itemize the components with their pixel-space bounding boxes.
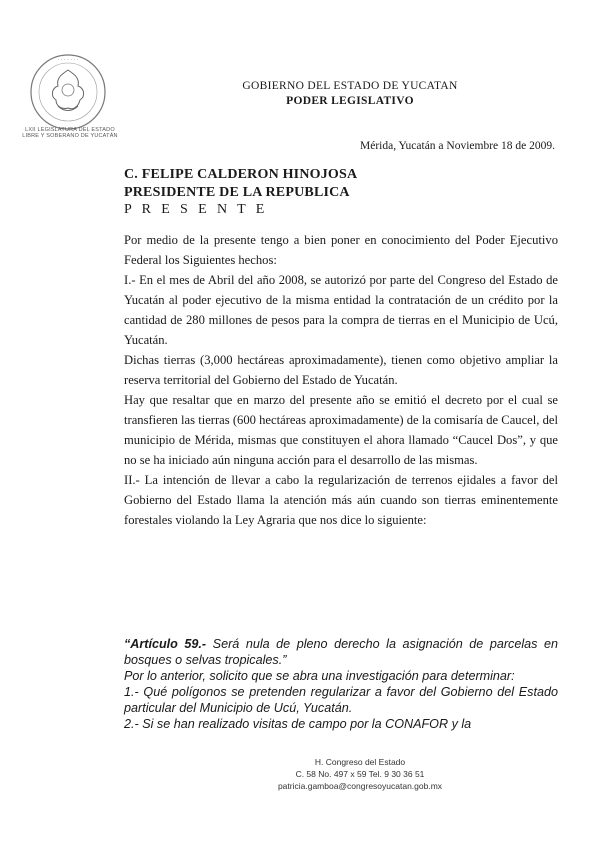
article-quote-section — [124, 636, 558, 732]
body-paragraph: II.- La intención de llevar a cabo la regularización de terrenos ejidales a favor del Gobierno del Estado llama la atención más aún cuando son tierras eminentemente forestales violando la Ley Agraria que nos dice lo siguiente: — [124, 473, 558, 527]
seal-caption: LXII LEGISLATURA DEL ESTADO LIBRE Y SOBERANO DE YUCATÁN — [22, 127, 118, 139]
body-paragraph: Por medio de la presente tengo a bien poner en conocimiento del Poder Ejecutivo Federal los Siguientes hechos: — [124, 233, 558, 267]
request-paragraph: Por lo anterior, solicito que se abra una investigación para determinar: — [124, 669, 515, 683]
letter-date: Mérida, Yucatán a Noviembre 18 de 2009. — [359, 140, 555, 152]
letterhead-branch: PODER LEGISLATIVO — [286, 95, 414, 107]
addressee-name: C. FELIPE CALDERON HINOJOSA — [124, 167, 358, 182]
article-quote — [124, 636, 558, 668]
coat-of-arms-seal — [28, 52, 108, 132]
article-label: “Artículo 59.- — [124, 637, 207, 651]
body-paragraph: Hay que resaltar que en marzo del presente año se emitió el decreto por el cual se transfieren las tierras (600 hectáreas aproximadamente) de la comisaría de Caucel, del municipio de Mérida, mismas que constituyen el ahora llamado “Caucel Dos”, y que no se ha iniciado aún ninguna acción para el desarrollo de las mismas. — [124, 393, 558, 467]
request-item: 2.- Si se han realizado visitas de campo por la CONAFOR y la — [124, 717, 472, 731]
addressee-title: PRESIDENTE DE LA REPUBLICA — [124, 185, 350, 200]
addressee-presente: P R E S E N T E — [124, 202, 268, 217]
svg-text:· · · · · · ·: · · · · · · · — [57, 57, 79, 63]
letter-body — [124, 230, 558, 530]
body-paragraph: I.- En el mes de Abril del año 2008, se autorizó por parte del Congreso del Estado de Yucatán al poder ejecutivo de la misma entidad la contratación de un crédito por la cantidad de 280 millones de pesos para la compra de tierras en el Municipio de Ucú, Yucatán. — [124, 273, 558, 347]
body-paragraph: Dichas tierras (3,000 hectáreas aproximadamente), tienen como objetivo ampliar la reserva territorial del Gobierno del Estado de Yucatán. — [124, 353, 558, 387]
letterhead-government: GOBIERNO DEL ESTADO DE YUCATAN — [242, 80, 458, 92]
article-text: Será nula de pleno derecho la asignación de parcelas en bosques o selvas tropicales.” — [124, 637, 558, 667]
request-item: 1.- Qué polígonos se pretenden regularizar a favor del Gobierno del Estado particular del Municipio de Ucú, Yucatán. — [124, 685, 558, 715]
footer-email: patricia.gamboa@congresoyucatan.gob.mx — [277, 781, 443, 791]
letterhead-footer — [180, 756, 540, 792]
footer-institution: H. Congreso del Estado — [314, 757, 406, 767]
footer-address: C. 58 No. 497 x 59 Tel. 9 30 36 51 — [295, 769, 425, 779]
